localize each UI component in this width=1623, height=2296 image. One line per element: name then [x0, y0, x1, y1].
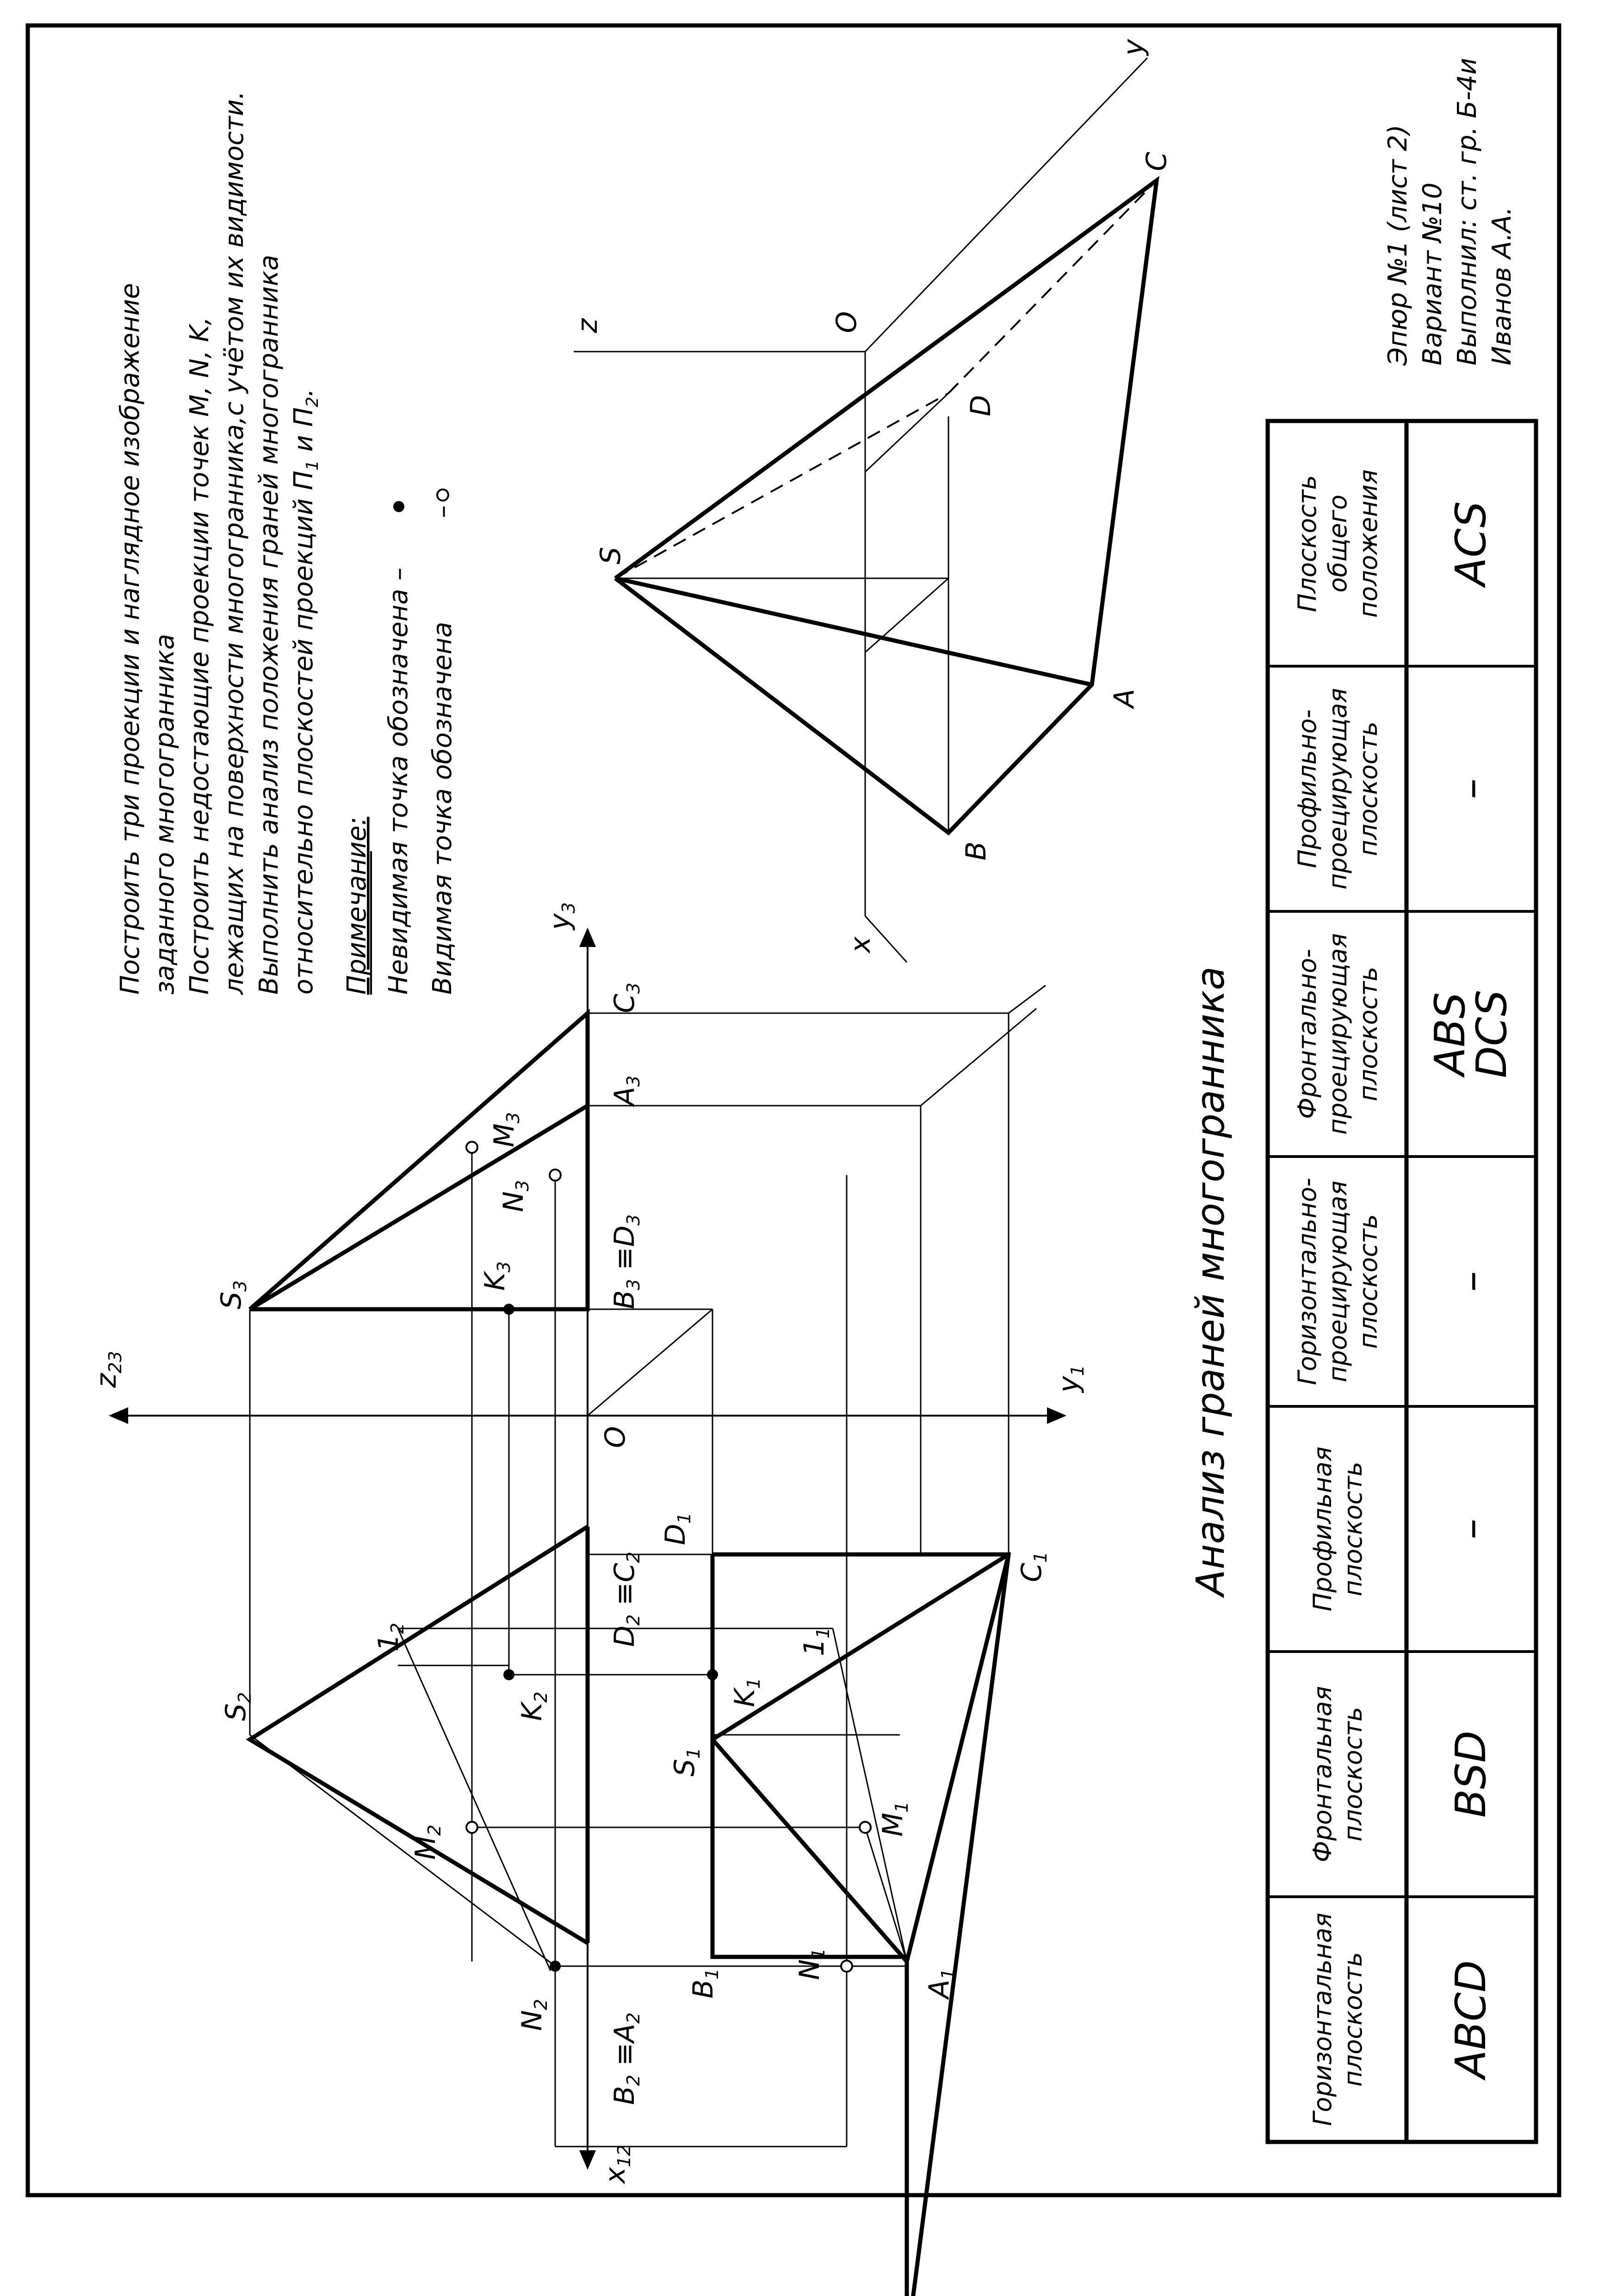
table-value: – [1447, 778, 1495, 799]
table-value: ABCD [1447, 1960, 1495, 2079]
arrow-z23 [111, 1409, 127, 1423]
label-M3-letter: M [488, 1123, 520, 1147]
label-B1-sub: 1 [702, 1968, 722, 1980]
task-line-6-text: относительно плоскостей проекций П [289, 470, 319, 995]
label-z23 [90, 1351, 125, 1388]
point-K1 [707, 1669, 718, 1680]
axon-thin-3 [865, 578, 948, 652]
label-S3-sub: 3 [230, 1280, 250, 1292]
table-header-line: плоскость [1354, 1214, 1383, 1349]
label-M2-letter: M [409, 1836, 442, 1860]
axon-label-C: C [1140, 152, 1173, 171]
axon-hidden-SD [615, 393, 948, 578]
c-line [588, 1309, 712, 1416]
top-edge-SA [712, 1739, 907, 1962]
label-x12-letter: x [599, 2167, 632, 2184]
task-line-6: относительно плоскостей проекций $П_1$ и $П_2$. [289, 388, 322, 995]
point-N1 [841, 1961, 852, 1972]
point-K3 [503, 1304, 514, 1315]
table-header-line: плоскость [1354, 966, 1383, 1102]
label-x12 [599, 2145, 634, 2185]
top-view [712, 1554, 1009, 2296]
point-M3 [466, 1142, 477, 1153]
label-D2C2-mid: ≡C [608, 1563, 641, 1615]
axon-label-B: B [960, 841, 992, 860]
task-line-2: заданного многогранника [150, 634, 180, 995]
label-M3 [488, 1112, 523, 1147]
title-line-2: Вариант №10 [1418, 182, 1448, 365]
label-C1-sub: 1 [1030, 1551, 1051, 1563]
label-A3 [608, 1076, 644, 1108]
label-C1-letter: C [1016, 1563, 1048, 1582]
label-D2C2-s1: 2 [623, 1614, 644, 1626]
label-B1-letter: B [687, 1979, 719, 1999]
label-1-2-sub: 2 [387, 1622, 408, 1634]
label-B3D3-s2: 3 [623, 1214, 644, 1226]
label-S1 [669, 1748, 704, 1776]
axon-label-A: A [1108, 688, 1140, 708]
label-A3-sub: 3 [623, 1075, 644, 1087]
label-C3-sub: 3 [623, 982, 644, 994]
note-visible-dash: – [427, 505, 458, 518]
table-header-line: проецирующая [1323, 688, 1352, 890]
label-1-1-sub: 1 [813, 1627, 833, 1639]
note-hidden: Невидимая точка обозначена – [384, 567, 414, 995]
point-M1 [860, 1822, 871, 1833]
title-line-1: Эпюр №1 (лист 2) [1383, 124, 1413, 365]
top-outline [712, 1554, 1009, 2296]
table-value: ABS [1426, 992, 1474, 1076]
label-D2C2 [608, 1552, 644, 1647]
c-line [1009, 985, 1046, 1013]
top-edge-AC [907, 1554, 1009, 1962]
task-line-4: лежащих на поверхности многогранника,с учётом их видимости. [219, 91, 249, 995]
label-B2A2 [608, 2012, 644, 2105]
task-line-3: Построить недостающие проекции точек M, N, K, [185, 316, 215, 995]
top-aux-1 [833, 1628, 907, 1962]
table-header-line: плоскость [1338, 1707, 1368, 1842]
table-header-line: проецирующая [1323, 933, 1352, 1135]
label-M1-sub: 1 [892, 1801, 912, 1813]
axon-axis-y [865, 58, 1147, 352]
label-S2-letter: S [220, 1703, 252, 1721]
label-N3-letter: N [497, 1191, 530, 1212]
note-visible: Видимая точка обозначена [427, 621, 458, 995]
point-M2 [466, 1822, 477, 1833]
label-M2 [409, 1825, 445, 1860]
axon-labels [571, 38, 1173, 954]
label-S1-letter: S [669, 1758, 701, 1776]
label-B3D3 [608, 1214, 644, 1309]
task-text [115, 91, 458, 995]
visible-point-legend [437, 489, 448, 501]
label-B3D3-a: B [608, 1290, 641, 1309]
top-edge-SC [712, 1554, 1009, 1739]
table-header-line: Плоскость [1293, 475, 1322, 613]
pi2-sub: 2 [303, 396, 322, 408]
axon-label-S: S [595, 546, 627, 564]
axon-label-z: z [571, 318, 604, 333]
label-S3-letter: S [215, 1291, 248, 1309]
table-value: – [1447, 1271, 1495, 1292]
label-D1-sub: 1 [674, 1512, 694, 1524]
label-S1-sub: 1 [683, 1747, 704, 1759]
label-S2-sub: 2 [235, 1692, 255, 1703]
pi1-sub: 1 [303, 460, 322, 471]
label-y1-letter: y [1053, 1376, 1085, 1392]
label-z23-sub: 23 [105, 1351, 125, 1374]
label-B2A2-a: B [608, 2086, 641, 2105]
label-S2 [220, 1692, 255, 1721]
label-A1-letter: A [923, 1979, 955, 1999]
c-line [921, 1009, 1036, 1106]
table-header-line: положения [1354, 469, 1383, 618]
label-K1-sub: 1 [743, 1677, 764, 1689]
epure [90, 902, 1088, 2296]
axon-label-y: y [1117, 39, 1150, 56]
table-header-line: плоскость [1354, 721, 1383, 856]
label-B2A2-s2: 2 [623, 2012, 644, 2024]
profile-view [250, 1013, 588, 1309]
label-M2-sub: 2 [424, 1825, 445, 1836]
point-N2 [550, 1961, 561, 1972]
label-C3-letter: C [608, 994, 641, 1013]
label-N1 [793, 1948, 829, 1980]
top-aux-2 [865, 1827, 907, 1962]
profile-outline [250, 1013, 588, 1309]
construction-lines [250, 982, 1046, 2147]
title-line-4: Иванов А.А. [1487, 206, 1517, 365]
analysis-title: Анализ граней многогранника [1188, 966, 1233, 1596]
label-B3D3-s1: 3 [623, 1279, 644, 1290]
label-M1-letter: M [877, 1813, 909, 1837]
label-y3-sub: 3 [558, 902, 579, 914]
label-C3 [608, 983, 644, 1013]
title-block [1383, 58, 1517, 366]
label-1-2-num: 1 [372, 1634, 405, 1652]
label-1-1-num: 1 [798, 1638, 830, 1656]
label-origin: O [599, 1426, 632, 1448]
point-K2 [503, 1669, 514, 1680]
label-y3 [544, 902, 579, 931]
label-N3-sub: 3 [512, 1180, 533, 1192]
title-line-3: Выполнил: ст. гр. Б-4и [1452, 58, 1482, 365]
label-N1-sub: 1 [808, 1948, 829, 1960]
label-1-2 [372, 1623, 408, 1652]
c-line [250, 1735, 555, 1966]
axonometric-view [571, 38, 1173, 962]
axon-axes [574, 58, 1147, 962]
label-x12-sub: 12 [614, 2145, 634, 2167]
label-y1-sub: 1 [1067, 1365, 1088, 1376]
table-header-line: Фронтальная [1308, 1686, 1337, 1863]
label-N2-sub: 2 [531, 1999, 551, 2011]
axon-label-x: x [844, 936, 877, 953]
label-N1-letter: N [793, 1959, 826, 1980]
task-line-1: Построить три проекции и наглядное изображение [115, 283, 145, 995]
label-1-1 [798, 1628, 833, 1656]
axon-hidden-DC [948, 180, 1157, 393]
label-K3-letter: K [479, 1272, 511, 1291]
note-title: Примечание: [342, 817, 372, 995]
label-D1 [659, 1513, 694, 1545]
table-header-line: проецирующая [1323, 1181, 1352, 1382]
analysis-section [1188, 421, 1536, 2142]
axon-label-O: O [830, 311, 863, 333]
label-M3-sub: 3 [503, 1112, 523, 1124]
label-K3 [479, 1261, 514, 1291]
front-outline [250, 1527, 588, 1943]
axon-label-D: D [965, 395, 997, 416]
epure-points [466, 1142, 871, 1972]
arrow-y1 [1048, 1409, 1064, 1423]
profile-edge-SA [250, 1106, 588, 1309]
label-K2-letter: K [516, 1702, 548, 1721]
label-A1-sub: 1 [938, 1968, 958, 1980]
label-S3 [215, 1281, 250, 1309]
label-M1 [877, 1801, 912, 1837]
front-aux-1 [398, 1628, 551, 1971]
label-B2A2-mid: ≡A [608, 2024, 641, 2075]
task-line-5: Выполнить анализ положения граней многогранника [254, 254, 284, 995]
label-D1-letter: D [659, 1523, 692, 1545]
label-N3 [497, 1180, 533, 1212]
label-K2-sub: 2 [531, 1691, 551, 1703]
point-N3 [550, 1170, 561, 1181]
label-B3D3-mid: ≡D [608, 1225, 641, 1279]
label-y3-letter: y [544, 913, 576, 930]
label-C1 [1016, 1552, 1051, 1582]
label-N2-letter: N [516, 2010, 548, 2031]
table-value: ACS [1447, 501, 1495, 586]
table-header-line: Горизонтально- [1293, 1177, 1322, 1386]
label-B2A2-s1: 2 [623, 2074, 644, 2086]
table-header-line: плоскость [1338, 1952, 1368, 2087]
pi-and: и П [289, 407, 319, 460]
front-view [250, 1527, 588, 1971]
label-K2 [516, 1691, 551, 1721]
table-header-line: Горизонтальная [1308, 1912, 1337, 2126]
label-y1 [1053, 1365, 1088, 1393]
table-header-line: Профильная [1308, 1446, 1337, 1612]
table-header-line: Профильно- [1293, 709, 1322, 868]
label-A3-letter: A [608, 1086, 641, 1106]
axon-edges [615, 180, 1157, 833]
label-D2C2-a: D [608, 1625, 641, 1647]
label-K1-letter: K [729, 1689, 761, 1707]
label-A1 [923, 1968, 958, 2000]
label-K1 [729, 1677, 764, 1707]
label-K3-sub: 3 [494, 1261, 514, 1273]
table-header-line: общего [1323, 495, 1352, 593]
label-B1 [687, 1968, 722, 1999]
arrow-y3 [581, 930, 595, 946]
label-z23-letter: z [90, 1373, 123, 1388]
label-N2 [516, 1999, 551, 2031]
table-value: – [1447, 1518, 1495, 1540]
table-header-line: Фронтально- [1293, 949, 1322, 1119]
hidden-point-legend [393, 501, 404, 512]
axon-outline [615, 180, 1157, 833]
table-header-line: плоскость [1338, 1461, 1368, 1597]
table-value: BSD [1447, 1730, 1495, 1818]
arrow-x12 [581, 2151, 595, 2167]
label-D2C2-s2: 2 [623, 1552, 644, 1563]
table-value: DCS [1468, 990, 1516, 1078]
